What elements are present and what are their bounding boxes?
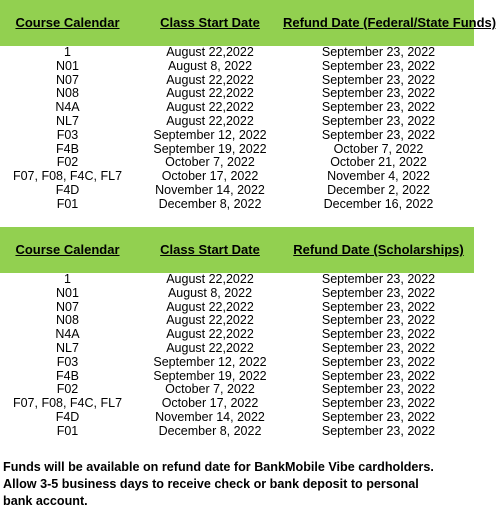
table-row (0, 87, 474, 101)
cell-refund-date: September 23, 2022 (321, 299, 436, 314)
header-class-start-date: Class Start Date (160, 15, 260, 30)
cell-refund-date: December 16, 2022 (323, 196, 434, 211)
note-line: Funds will be available on refund date for BankMobile Vibe cardholders. (3, 460, 434, 474)
cell-course: F03 (56, 354, 79, 369)
cell-refund-date: September 23, 2022 (321, 368, 436, 383)
funds-availability-note (3, 459, 473, 510)
cell-start-date: September 19, 2022 (153, 368, 267, 383)
cell-refund-date: September 23, 2022 (321, 396, 436, 411)
table-row (0, 356, 474, 370)
cell-course: F4B (56, 368, 79, 383)
cell-start-date: August 22,2022 (166, 100, 254, 115)
cell-start-date: October 7, 2022 (165, 155, 255, 170)
cell-start-date: August 22,2022 (166, 72, 254, 87)
table-row (0, 156, 474, 170)
cell-course: N01 (56, 285, 79, 300)
cell-course: N4A (55, 327, 80, 342)
table-row (0, 198, 474, 212)
cell-start-date: October 7, 2022 (165, 382, 255, 397)
header-course-calendar: Course Calendar (15, 242, 120, 257)
cell-refund-date: September 23, 2022 (321, 354, 436, 369)
table-row (0, 46, 474, 60)
cell-refund-date: September 23, 2022 (321, 72, 436, 87)
cell-start-date: September 19, 2022 (153, 141, 267, 156)
header-refund-date: Refund Date (Scholarships) (293, 242, 464, 257)
cell-start-date: September 12, 2022 (153, 354, 267, 369)
note-line: Allow 3-5 business days to receive check or bank deposit to personal (3, 477, 419, 491)
cell-refund-date: October 7, 2022 (333, 141, 424, 156)
scholarships-refund-table (0, 227, 474, 439)
cell-refund-date: December 2, 2022 (327, 182, 430, 197)
cell-refund-date: September 23, 2022 (321, 272, 436, 286)
cell-refund-date: September 23, 2022 (321, 86, 436, 101)
table-row (0, 397, 474, 411)
note-line: bank account. (3, 494, 88, 508)
cell-course: N01 (56, 58, 79, 73)
cell-start-date: August 22,2022 (166, 313, 254, 328)
table-row (0, 273, 474, 287)
cell-refund-date: September 23, 2022 (321, 100, 436, 115)
table-row (0, 370, 474, 384)
cell-start-date: November 14, 2022 (155, 182, 265, 197)
cell-refund-date: September 23, 2022 (321, 340, 436, 355)
cell-refund-date: September 23, 2022 (321, 382, 436, 397)
cell-start-date: December 8, 2022 (158, 196, 262, 211)
cell-start-date: August 22,2022 (166, 272, 254, 286)
cell-start-date: November 14, 2022 (155, 409, 265, 424)
cell-refund-date: November 4, 2022 (327, 169, 430, 184)
cell-refund-date: September 23, 2022 (321, 285, 436, 300)
table-row (0, 287, 474, 301)
cell-start-date: August 22,2022 (166, 86, 254, 101)
header-course-calendar: Course Calendar (15, 15, 120, 30)
table-row (0, 328, 474, 342)
cell-refund-date: September 23, 2022 (321, 127, 436, 142)
cell-start-date: October 17, 2022 (161, 169, 259, 184)
cell-course: F01 (56, 196, 79, 211)
cell-refund-date: September 23, 2022 (321, 327, 436, 342)
cell-course: N08 (56, 86, 79, 101)
table-row (0, 170, 474, 184)
cell-start-date: August 8, 2022 (167, 58, 253, 73)
cell-course: F02 (56, 155, 79, 170)
table-row (0, 101, 474, 115)
cell-refund-date: September 23, 2022 (321, 45, 436, 59)
header-refund-date: Refund Date (Federal/State Funds) (283, 15, 496, 30)
cell-course: F03 (56, 127, 79, 142)
cell-start-date: August 22,2022 (166, 299, 254, 314)
cell-course: F07, F08, F4C, FL7 (12, 169, 123, 184)
cell-course: F4D (55, 182, 80, 197)
header-class-start-date: Class Start Date (160, 242, 260, 257)
cell-course: N4A (55, 100, 80, 115)
cell-start-date: August 8, 2022 (167, 285, 253, 300)
cell-start-date: December 8, 2022 (158, 423, 262, 438)
table-row (0, 342, 474, 356)
cell-refund-date: September 23, 2022 (321, 113, 436, 128)
cell-refund-date: September 23, 2022 (321, 409, 436, 424)
cell-start-date: August 22,2022 (166, 327, 254, 342)
table-row (0, 60, 474, 74)
cell-start-date: August 22,2022 (166, 113, 254, 128)
cell-refund-date: September 23, 2022 (321, 313, 436, 328)
table-row (0, 411, 474, 425)
cell-course: N07 (56, 299, 79, 314)
table-row (0, 425, 474, 439)
table-header (0, 227, 474, 273)
cell-course: 1 (64, 272, 71, 286)
cell-start-date: October 17, 2022 (161, 396, 259, 411)
cell-course: F01 (56, 423, 79, 438)
cell-course: N08 (56, 313, 79, 328)
cell-course: NL7 (56, 113, 79, 128)
table-row (0, 383, 474, 397)
table-header (0, 0, 496, 46)
table-row (0, 143, 474, 157)
table-body (0, 46, 474, 212)
cell-course: F07, F08, F4C, FL7 (12, 396, 123, 411)
table-row (0, 184, 474, 198)
cell-course: N07 (56, 72, 79, 87)
cell-course: F4D (55, 409, 80, 424)
cell-refund-date: October 21, 2022 (330, 155, 427, 170)
table-body (0, 273, 474, 439)
cell-course: F02 (56, 382, 79, 397)
table-row (0, 74, 474, 88)
table-row (0, 314, 474, 328)
cell-start-date: August 22,2022 (166, 340, 254, 355)
cell-course: NL7 (56, 340, 79, 355)
federal-state-refund-table (0, 0, 496, 212)
cell-refund-date: September 23, 2022 (321, 58, 436, 73)
cell-start-date: September 12, 2022 (153, 127, 267, 142)
cell-refund-date: September 23, 2022 (321, 423, 436, 438)
cell-course: F4B (56, 141, 79, 156)
cell-start-date: August 22,2022 (166, 45, 254, 59)
table-row (0, 129, 474, 143)
table-row (0, 115, 474, 129)
table-row (0, 301, 474, 315)
cell-course: 1 (64, 45, 71, 59)
